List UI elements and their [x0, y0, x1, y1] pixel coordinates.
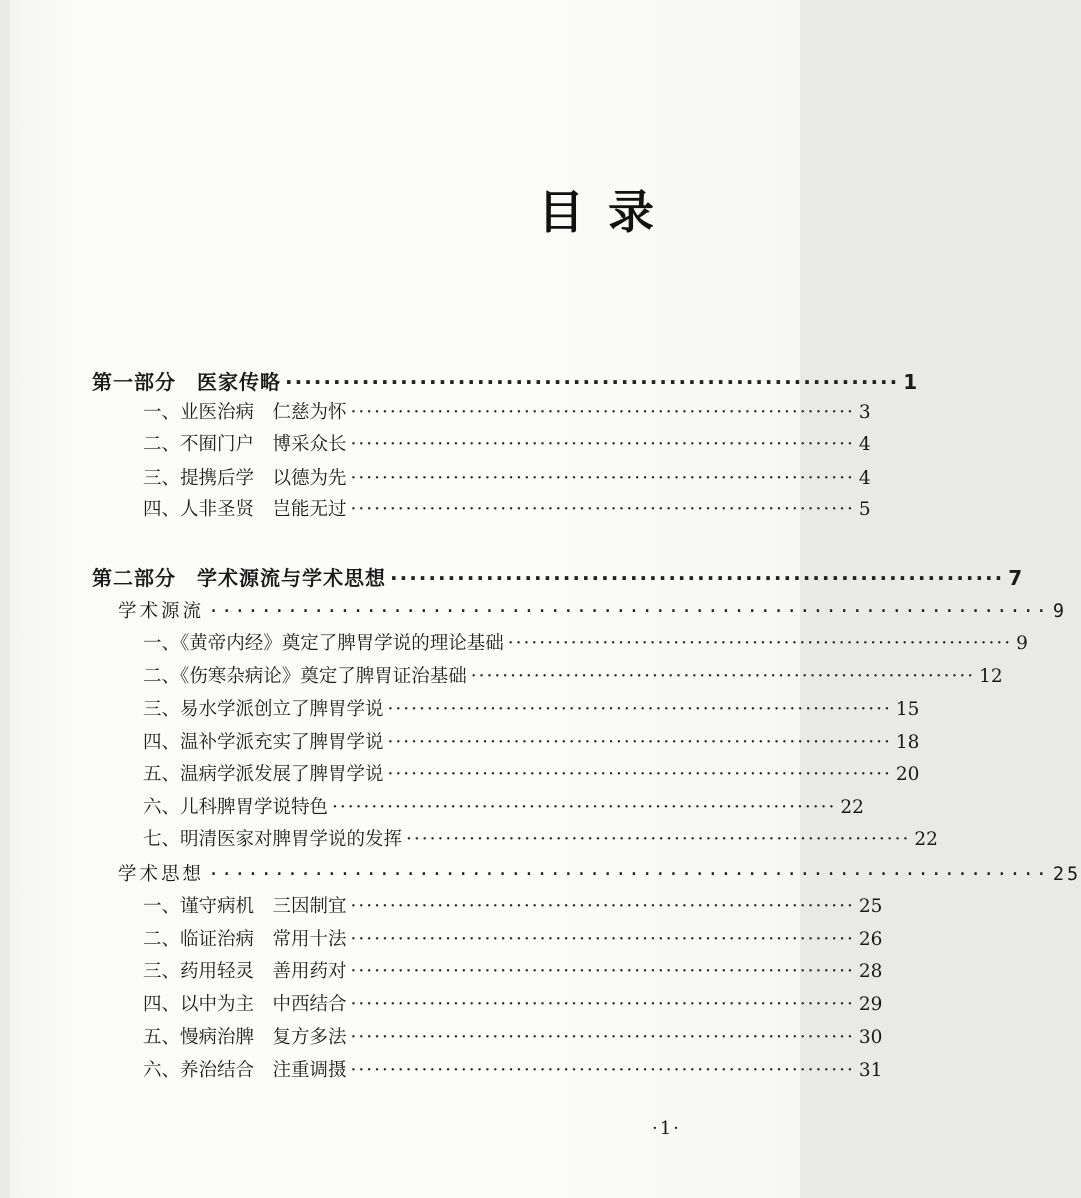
toc-entry-label: 四、以中为主 中西结合: [143, 994, 347, 1015]
toc-entry-label: 三、药用轻灵 善用药对: [143, 961, 347, 982]
toc-entry: [143, 694, 920, 726]
toc-entry-label: 三、易水学派创立了脾胃学说: [143, 699, 384, 720]
toc-entry: [143, 824, 938, 856]
toc-entry-page: 22: [914, 829, 938, 850]
toc-section-page: 9: [1052, 601, 1067, 622]
toc-section-label: 学术源流: [118, 601, 205, 622]
toc-entry: [143, 956, 883, 988]
toc-entry: [143, 429, 871, 461]
toc-part2-label: 第二部分 学术源流与学术思想: [92, 566, 386, 590]
dot-leader: ································································: [350, 961, 855, 982]
toc-entry-label: 七、明清医家对脾胃学说的发挥: [143, 829, 403, 850]
dot-leader: ································································: [208, 864, 1049, 885]
toc-entry-page: 4: [858, 468, 871, 489]
toc-entry-label: 四、人非圣贤 岂能无过: [143, 499, 347, 520]
toc-entry-label: 三、提携后学 以德为先: [143, 468, 347, 489]
dot-leader: ································································: [387, 699, 892, 720]
toc-entry-page: 20: [895, 764, 920, 785]
dot-leader: ································································: [390, 566, 1005, 590]
dot-leader: ································································: [507, 633, 1013, 654]
toc-entry-page: 25: [858, 896, 883, 917]
dot-leader: ································································: [387, 764, 892, 785]
dot-leader: ································································: [350, 402, 855, 423]
toc-entry-page: 3: [858, 402, 871, 423]
toc-entry: [143, 661, 1003, 693]
toc-entry-page: 15: [895, 699, 920, 720]
dot-leader: ································································: [208, 601, 1049, 622]
dot-leader: ································································: [285, 370, 900, 394]
toc-section-label: 学术思想: [118, 864, 205, 885]
page-number: ·1·: [652, 1118, 681, 1139]
toc-entry: [143, 727, 920, 759]
toc-entry-label: 二、《伤寒杂病论》奠定了脾胃证治基础: [143, 666, 467, 687]
toc-entry: [143, 1055, 883, 1087]
toc-part1: [92, 366, 918, 398]
toc-entry-label: 一、谨守病机 三因制宜: [143, 896, 347, 917]
dot-leader: ································································: [387, 732, 892, 753]
dot-leader: ································································: [350, 434, 855, 455]
toc-entry-label: 六、养治结合 注重调摄: [143, 1060, 347, 1081]
toc-entry: [143, 1022, 883, 1054]
dot-leader: ································································: [406, 829, 911, 850]
toc-entry-label: 一、业医治病 仁慈为怀: [143, 402, 347, 423]
toc-entry-page: 29: [858, 994, 883, 1015]
toc-entry-label: 五、慢病治脾 复方多法: [143, 1027, 347, 1048]
toc-entry-page: 4: [858, 434, 871, 455]
dot-leader: ································································: [350, 499, 855, 520]
toc-section-1: [118, 596, 1067, 628]
toc-entry-label: 一、《黄帝内经》奠定了脾胃学说的理论基础: [143, 633, 504, 654]
toc-entry-label: 二、临证治病 常用十法: [143, 929, 347, 950]
dot-leader: ································································: [350, 929, 855, 950]
dot-leader: ································································: [350, 1060, 855, 1081]
dot-leader: ································································: [350, 994, 855, 1015]
page-title: 目录: [538, 185, 678, 239]
toc-part2: [92, 562, 1023, 594]
toc-entry-page: 30: [858, 1027, 883, 1048]
toc-entry: [143, 494, 871, 526]
dot-leader: ································································: [470, 666, 976, 687]
toc-entry: [143, 759, 920, 791]
toc-entry: [143, 924, 883, 956]
toc-section-page: 25: [1052, 864, 1081, 885]
toc-section-2: [118, 859, 1081, 891]
toc-entry-label: 六、儿科脾胃学说特色: [143, 797, 329, 818]
toc-entry: [143, 792, 864, 824]
dot-leader: ································································: [350, 1027, 855, 1048]
toc-entry: [143, 463, 871, 495]
toc-entry-page: 5: [858, 499, 871, 520]
dot-leader: ································································: [350, 468, 855, 489]
toc-entry-page: 28: [858, 961, 883, 982]
toc-entry: [143, 628, 1028, 660]
dot-leader: ································································: [332, 797, 837, 818]
toc-entry-page: 26: [858, 929, 883, 950]
dot-leader: ································································: [350, 896, 855, 917]
toc-entry-page: 9: [1016, 633, 1028, 654]
toc-entry-label: 二、不囿门户 博采众长: [143, 434, 347, 455]
toc-entry-page: 12: [979, 666, 1003, 687]
book-page: [10, 0, 1081, 1198]
toc-part1-label: 第一部分 医家传略: [92, 370, 281, 394]
toc-entry: [143, 891, 883, 923]
toc-entry: [143, 989, 883, 1021]
toc-entry-label: 五、温病学派发展了脾胃学说: [143, 764, 384, 785]
toc-part2-page: 7: [1008, 566, 1023, 590]
toc-entry-page: 22: [840, 797, 864, 818]
toc-entry-page: 31: [858, 1060, 883, 1081]
toc-entry-page: 18: [895, 732, 920, 753]
toc-entry-label: 四、温补学派充实了脾胃学说: [143, 732, 384, 753]
toc-entry: [143, 397, 871, 429]
toc-part1-page: 1: [903, 370, 918, 394]
